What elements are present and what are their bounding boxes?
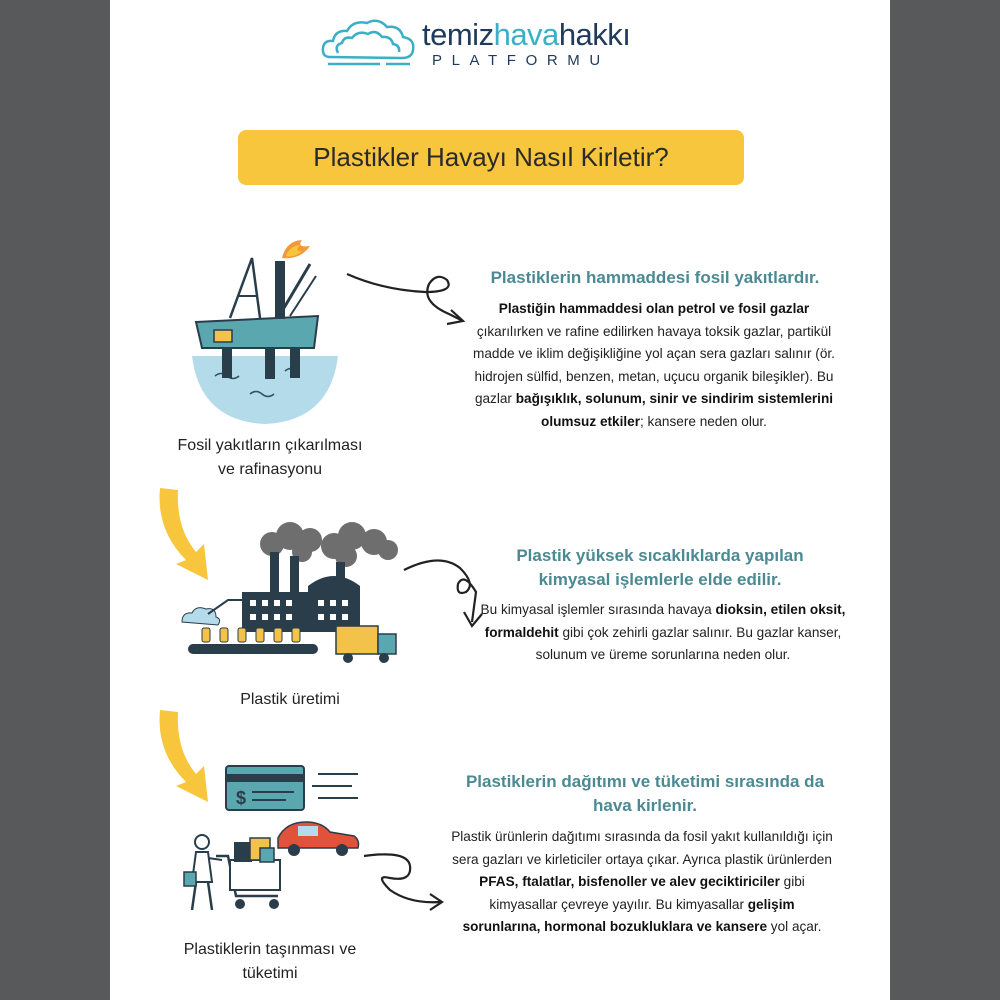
section2-end: gibi çok zehirli gazlar salınır. Bu gazlar kanser, solunum ve üreme sorunlarına neden olur. — [535, 624, 842, 663]
section3-bold1: PFAS, ftalatlar, bisfenoller ve alev geciktiriciler — [479, 874, 780, 890]
section2-bold: dioksin, etilen oksit, formaldehit — [484, 602, 846, 640]
logo-wordmark — [422, 18, 630, 52]
section3-bold2: gelişim sorunlarına, hormonal bozukluklara ve kansere — [462, 896, 795, 935]
section1-caption — [140, 434, 400, 482]
section1-caption-line2: ve rafinasyonu — [217, 461, 323, 478]
section1-bold1: Plastiğin hammaddesi olan petrol ve fosil gazlar — [498, 301, 810, 316]
section1-text — [464, 298, 844, 434]
section2-heading — [470, 544, 850, 592]
section2-body: Bu kimyasal işlemler sırasında havaya — [480, 602, 716, 617]
section3-body: Plastik ürünlerin dağıtımı sırasında da fosil yakıt kullanıldığı için sera gazları ve kirleticiler ortaya çıkar. Ayrıca plastik ürünlerden — [451, 829, 833, 867]
curly-arrow-icon — [360, 852, 450, 912]
section3-mid: gibi kimyasallar çevreye yayılır. Bu kimyasallar — [489, 874, 805, 912]
infographic-sheet — [110, 0, 890, 1000]
section3-heading — [440, 770, 850, 818]
page-title: Plastikler Havayı Nasıl Kirletir? — [313, 142, 669, 172]
section3-end: yol açar. — [767, 919, 822, 935]
section3-text — [450, 826, 834, 939]
factory-icon — [178, 518, 408, 668]
section1-bold2: bağışıklık, solunum, sinir ve sindirim sistemlerini olumsuz etkiler — [515, 391, 834, 429]
section1-body: çıkarılırken ve rafine edilirken havaya toksik gazlar, partikül madde ve iklim değişikliğine yol açan sera gazları salınır (ör. hidrojen sülfid, benzen, metan, uçucu organik bileşikler). Bu gazlar — [473, 323, 835, 407]
section2-heading-line2: kimyasal işlemlerle elde edilir. — [538, 570, 782, 589]
svg-text:$: $ — [236, 788, 247, 808]
section1-end: ; kansere neden olur. — [640, 413, 767, 429]
title-banner — [238, 130, 744, 185]
section3-heading-line1: Plastiklerin dağıtımı ve tüketimi sırasında da — [465, 772, 825, 791]
logo-part-hakki: hakkı — [558, 17, 631, 52]
section2-heading-line1: Plastik yüksek sıcaklıklarda yapılan — [516, 546, 804, 565]
section1-caption-line1: Fosil yakıtların çıkarılması — [177, 437, 363, 454]
logo — [320, 12, 670, 72]
logo-part-temiz: temiz — [422, 17, 494, 52]
oil-platform-icon — [190, 236, 340, 426]
section3-heading-line2: hava kirlenir. — [593, 796, 697, 815]
section3-caption-line1: Plastiklerin taşınması ve — [183, 941, 357, 958]
logo-subtitle: PLATFORMU — [432, 52, 610, 69]
section1-heading: Plastiklerin hammaddesi fosil yakıtlardır. — [490, 268, 820, 287]
cloud-logo-icon — [320, 12, 420, 72]
section3-caption-line2: tüketimi — [242, 965, 298, 982]
section2-text — [476, 599, 850, 667]
section2-caption: Plastik üretimi — [240, 691, 340, 708]
section3-caption — [150, 938, 390, 986]
logo-part-hava: hava — [493, 17, 559, 52]
shopping-transport-icon — [182, 760, 362, 920]
curly-arrow-icon — [343, 268, 473, 338]
